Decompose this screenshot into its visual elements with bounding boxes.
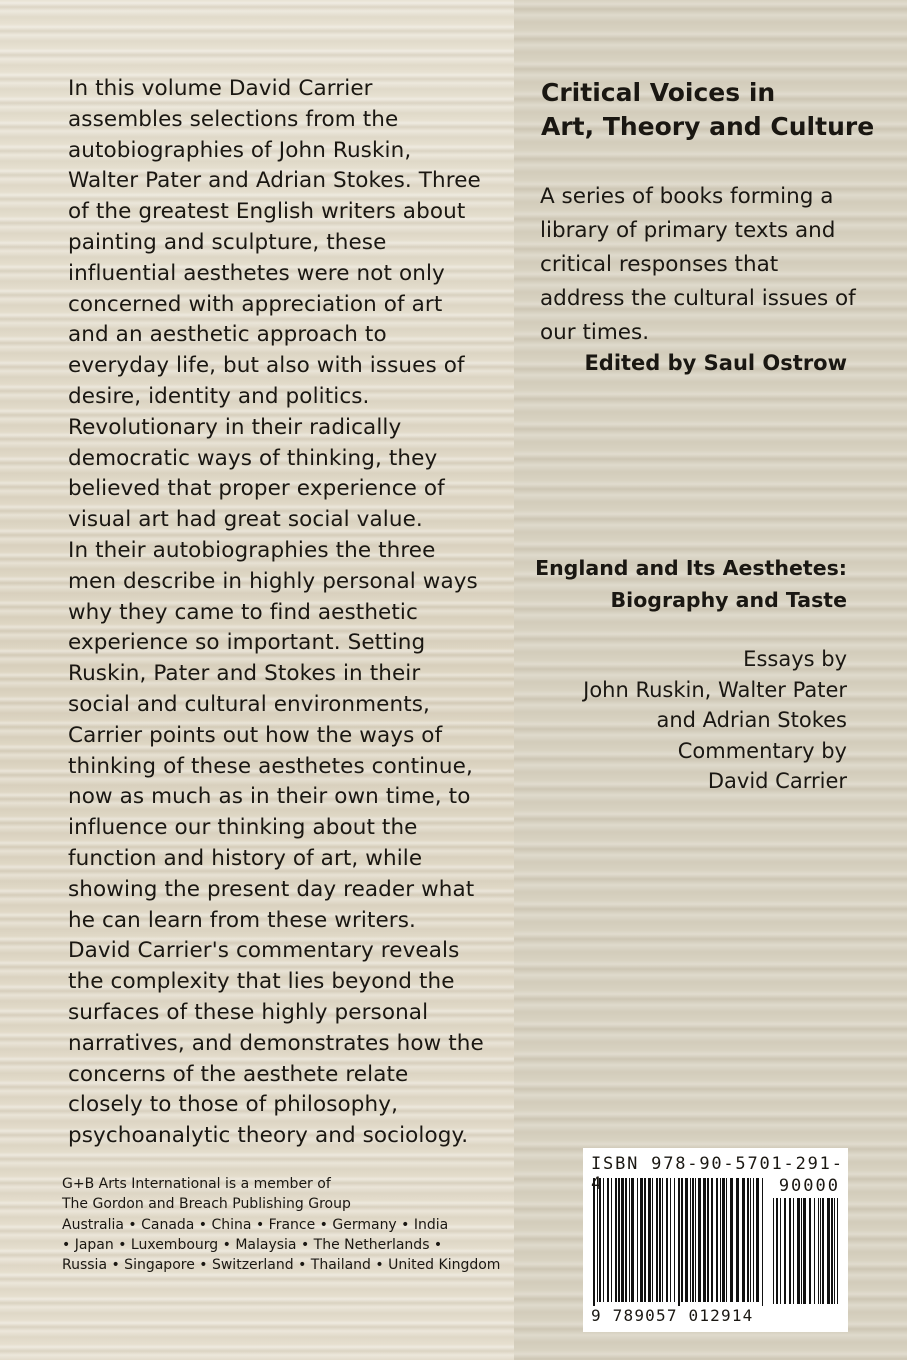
barcode-addon-bar xyxy=(834,1198,835,1304)
series-description: A series of books forming a library of primary texts and critical responses that address the cultural issues of our times. xyxy=(540,184,856,345)
barcode-bar xyxy=(678,1178,680,1308)
blurb-paragraph: In this volume David Carrier assembles selections from the autobiographies of John Ruskin, Walter Pater and Adrian Stokes. Three of the greatest English writers about painting and sculpture, these influential aesthetes were not only concerned with appreciation of art and an aesthetic approach to everyday life, but also with issues of desire, identity and politics. Revolutionary in their radically democratic ways of thinking, they believed that proper experience of visual art had great social value. xyxy=(68,76,481,533)
publisher-line: G+B Arts International is a member of xyxy=(62,1176,331,1192)
credit-line: Essays by xyxy=(743,647,847,671)
book-title-line: England and Its Aesthetes: xyxy=(535,556,847,580)
isbn-number: ISBN 978-90-5701-291-4 xyxy=(591,1154,844,1194)
barcode-bar xyxy=(726,1178,727,1302)
barcode-bar xyxy=(625,1178,627,1302)
barcode-bar xyxy=(736,1178,739,1302)
blurb-paragraph: David Carrier's commentary reveals the complexity that lies beyond the surfaces of these highly personal narratives, and demonstrates how the concerns of the aesthete relate closely to those of philosophy, psychoanalytic theory and sociology. xyxy=(68,938,484,1149)
barcode-bar xyxy=(662,1178,663,1302)
barcode-bar xyxy=(670,1178,671,1302)
barcode-bar xyxy=(603,1178,604,1302)
barcode-addon-bar xyxy=(776,1198,778,1304)
barcode-bar xyxy=(681,1178,683,1302)
barcode-addon-bar xyxy=(814,1198,815,1304)
publisher-info xyxy=(62,1174,512,1275)
barcode-bar xyxy=(593,1178,595,1308)
credit-line: John Ruskin, Walter Pater xyxy=(583,677,847,702)
barcode-bar xyxy=(615,1178,617,1302)
barcode-bar xyxy=(629,1178,630,1302)
barcode-addon-bar xyxy=(827,1198,830,1304)
barcode-bar xyxy=(644,1178,646,1302)
barcode-bar xyxy=(621,1178,624,1302)
barcode-addon-bar xyxy=(837,1198,838,1304)
barcode-bar xyxy=(652,1178,653,1302)
book-title xyxy=(535,552,847,616)
barcode-bar xyxy=(742,1178,745,1302)
back-cover-blurb xyxy=(68,74,488,1152)
barcode-addon-bar xyxy=(831,1198,833,1304)
barcode-bar xyxy=(666,1178,668,1302)
barcode-bar xyxy=(597,1178,598,1302)
barcode-bar xyxy=(656,1178,658,1302)
barcode-bar xyxy=(648,1178,651,1302)
ean-digits: 9 789057 012914 xyxy=(591,1306,841,1325)
barcode-bar xyxy=(618,1178,620,1302)
series-title-line: Art, Theory and Culture xyxy=(541,112,875,141)
barcode-bar xyxy=(762,1178,763,1308)
barcode-bar xyxy=(631,1178,634,1302)
credit-line: and Adrian Stokes xyxy=(656,708,847,732)
barcode-addon-bar xyxy=(801,1198,802,1304)
barcode-bar xyxy=(747,1178,749,1302)
publisher-line: The Gordon and Breach Publishing Group xyxy=(62,1196,351,1213)
barcode-addon-bar xyxy=(797,1198,800,1304)
barcode-bar xyxy=(716,1178,718,1302)
barcode-bar xyxy=(637,1178,638,1302)
barcode-bar xyxy=(756,1178,759,1302)
barcode-bar xyxy=(695,1178,696,1302)
barcode-addon-bar xyxy=(822,1198,824,1304)
barcode-bar xyxy=(685,1178,688,1302)
barcode-bar xyxy=(722,1178,725,1302)
barcode-bar xyxy=(703,1178,706,1302)
series-editor: Edited by Saul Ostrow xyxy=(584,351,847,375)
barcode-bar xyxy=(607,1178,609,1302)
barcode-addon-bar xyxy=(784,1198,786,1304)
barcode-addon-bar xyxy=(773,1198,774,1304)
barcode-addon-bar xyxy=(818,1198,819,1304)
credit-line: David Carrier xyxy=(707,769,847,793)
publisher-countries: • Japan • Luxembourg • Malaysia • The Netherlands • xyxy=(62,1236,443,1253)
barcode-bar xyxy=(674,1178,675,1302)
barcode-addon-bar xyxy=(820,1198,821,1304)
barcode-bar xyxy=(707,1178,709,1302)
barcode-bar xyxy=(730,1178,733,1302)
blurb-paragraph: In their autobiographies the three men describe in highly personal ways why they came to find aesthetic experience so important. Setting Ruskin, Pater and Stokes in their social and cultural environments, Carrier points out how the ways of thinking of these aesthetes continue, now as much as in their own time, to influence our thinking about the function and history of art, while showing the present day reader what he can learn from these writers. xyxy=(68,537,478,933)
barcode-box xyxy=(583,1148,848,1332)
publisher-countries: Australia • Canada • China • France • Germany • India xyxy=(62,1216,449,1233)
barcode-addon-bar xyxy=(803,1198,806,1304)
series-title-line: Critical Voices in xyxy=(541,78,776,107)
credit-line: Commentary by xyxy=(677,738,847,763)
barcode-bar xyxy=(640,1178,643,1302)
price-code: 90000 xyxy=(778,1176,840,1196)
barcode-bar xyxy=(599,1178,601,1302)
barcode-addon-bar xyxy=(809,1198,811,1304)
book-credits xyxy=(583,644,847,797)
barcode-bar xyxy=(711,1178,713,1302)
barcode-addon-bar xyxy=(789,1198,791,1304)
book-subtitle: Biography and Taste xyxy=(610,588,847,612)
barcode-bar xyxy=(690,1178,691,1302)
publisher-countries: Russia • Singapore • Switzerland • Thailand • United Kingdom xyxy=(62,1257,501,1274)
barcode-bar xyxy=(750,1178,751,1302)
barcode-bar xyxy=(692,1178,694,1302)
barcode-bar xyxy=(659,1178,661,1302)
barcode-bar xyxy=(611,1178,612,1302)
barcode-bar xyxy=(753,1178,754,1302)
barcode-addon-bar xyxy=(780,1198,781,1304)
series-title xyxy=(541,76,881,144)
barcode-addon-bar xyxy=(793,1198,794,1304)
barcode-bar xyxy=(720,1178,721,1302)
barcode-bar xyxy=(698,1178,701,1302)
